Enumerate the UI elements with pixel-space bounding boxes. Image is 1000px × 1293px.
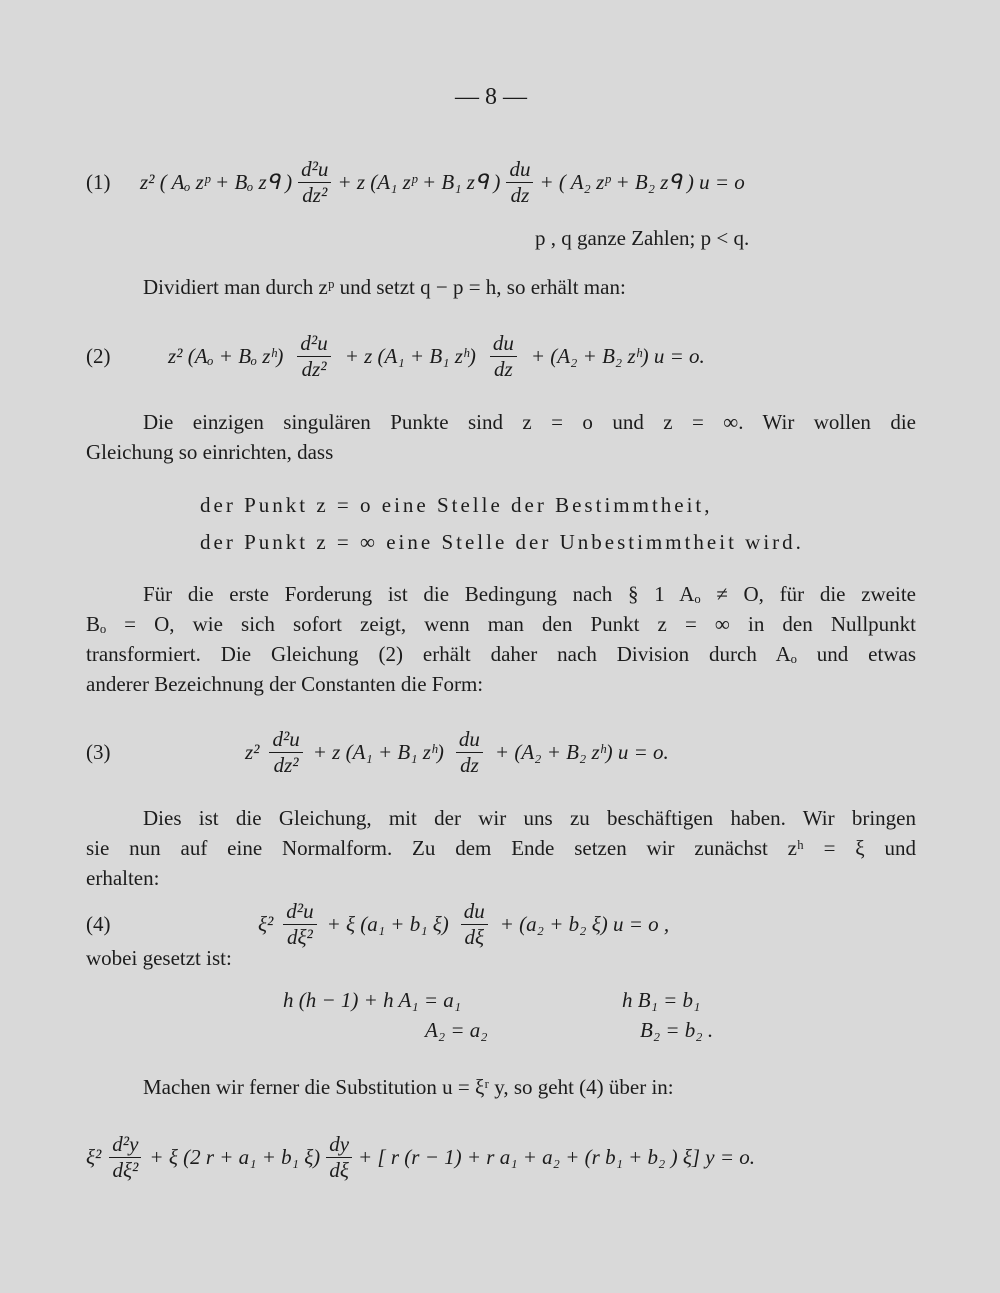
paragraph-singular-line2: Gleichung so einrichten, dass [86, 440, 334, 464]
eq2-mid: + z (A₁ + B₁ zʰ) [344, 343, 476, 368]
eq2-frac2 [490, 332, 517, 379]
condition-line-2: der Punkt z = ∞ eine Stelle der Unbestimmtheit wird. [200, 530, 804, 554]
eq1-frac2-num: du [506, 158, 533, 182]
equation-2 [168, 324, 705, 388]
paragraph-requirement-line3: transformiert. Die Gleichung (2) erhält daher nach Division durch Aₒ und etwas [86, 642, 916, 666]
equation-1-condition: p , q ganze Zahlen; p < q. [535, 226, 750, 250]
paragraph-divide: Dividiert man durch zᵖ und setzt q − p = h, so erhält man: [143, 275, 626, 299]
eq3-frac1-num: d²u [269, 728, 302, 752]
eq4-frac1-den: dξ² [287, 924, 313, 949]
eq1-frac1-num: d²u [298, 158, 331, 182]
eq2-frac2-den: dz [494, 356, 513, 381]
paragraph-normalform-line2: sie nun auf eine Normalform. Zu dem Ende setzen wir zunächst zʰ = ξ und [86, 836, 916, 860]
def-row2-right: B₂ = b₂ . [640, 1018, 714, 1042]
eq5-lhs: ξ² [86, 1144, 102, 1169]
eq1-frac2-den: dz [510, 182, 530, 207]
def-row1-left: h (h − 1) + h A₁ = a₁ [283, 988, 462, 1012]
eq2-frac1 [297, 332, 330, 379]
equation-5 [86, 1125, 755, 1189]
eq3-frac2-den: dz [460, 752, 479, 777]
eq4-frac1-num: d²u [283, 900, 316, 924]
eq5-frac2 [326, 1133, 352, 1180]
paragraph-requirement-line4: anderer Bezeichnung der Constanten die Form: [86, 672, 484, 696]
eq4-lhs: ξ² [258, 911, 274, 936]
equation-3-number: (3) [86, 740, 111, 764]
eq5-mid: + ξ (2 r + a₁ + b₁ ξ) [149, 1144, 321, 1169]
eq3-frac1 [269, 728, 302, 775]
def-row2-left: A₂ = a₂ [425, 1018, 488, 1042]
paragraph-substitution: Machen wir ferner die Substitution u = ξʳ y, so geht (4) über in: [143, 1075, 674, 1099]
eq1-frac1-den: dz² [302, 182, 328, 207]
eq2-lhs: z² (Aₒ + Bₒ zʰ) [168, 343, 284, 368]
eq5-frac2-den: dξ [329, 1157, 349, 1182]
eq5-frac2-num: dy [326, 1133, 352, 1157]
eq2-rhs: + (A₂ + B₂ zʰ) u = o. [530, 343, 705, 368]
eq3-frac2-num: du [456, 728, 483, 752]
eq3-frac1-den: dz² [273, 752, 299, 777]
eq4-mid: + ξ (a₁ + b₁ ξ) [326, 911, 449, 936]
eq1-lhs: z² ( Aₒ zᵖ + Bₒ zᑫ ) [140, 169, 293, 194]
eq3-lhs: z² [245, 739, 260, 764]
paragraph-normalform-line3: erhalten: [86, 866, 160, 890]
eq3-frac2 [456, 728, 483, 775]
eq2-frac1-num: d²u [297, 332, 330, 356]
paragraph-requirement-line2: Bₒ = O, wie sich sofort zeigt, wenn man den Punkt z = ∞ in den Nullpunkt [86, 612, 916, 636]
equation-1-number: (1) [86, 170, 111, 194]
eq4-rhs: + (a₂ + b₂ ξ) u = o , [499, 911, 670, 936]
equation-4-number: (4) [86, 912, 111, 936]
eq5-frac1-den: dξ² [112, 1157, 139, 1182]
def-row1-right: h B₁ = b₁ [622, 988, 701, 1012]
equation-4 [258, 892, 669, 956]
eq5-frac1 [109, 1133, 141, 1180]
eq5-frac1-num: d²y [109, 1133, 141, 1157]
eq4-frac1 [283, 900, 316, 947]
condition-line-1: der Punkt z = o eine Stelle der Bestimmtheit, [200, 493, 713, 517]
eq1-frac1 [298, 158, 331, 205]
eq1-rhs: + ( A₂ zᵖ + B₂ zᑫ ) u = o [539, 169, 745, 194]
eq3-mid: + z (A₁ + B₁ zʰ) [312, 739, 444, 764]
eq4-frac2 [461, 900, 488, 947]
eq2-frac1-den: dz² [301, 356, 327, 381]
eq3-rhs: + (A₂ + B₂ zʰ) u = o. [494, 739, 669, 764]
page-number: — 8 — [455, 84, 527, 110]
eq2-frac2-num: du [490, 332, 517, 356]
wobei-label: wobei gesetzt ist: [86, 946, 232, 970]
equation-2-number: (2) [86, 344, 111, 368]
paragraph-requirement-line1: Für die erste Forderung ist die Bedingung nach § 1 Aₒ ≠ O, für die zweite [143, 582, 916, 606]
equation-3 [245, 720, 669, 784]
eq4-frac2-num: du [461, 900, 488, 924]
paragraph-singular-line1: Die einzigen singulären Punkte sind z = o und z = ∞. Wir wollen die [143, 410, 916, 434]
equation-1 [140, 150, 745, 214]
eq1-mid: + z (A₁ zᵖ + B₁ zᑫ ) [337, 169, 501, 194]
eq4-frac2-den: dξ [464, 924, 485, 949]
eq1-frac2 [506, 158, 533, 205]
eq5-rhs: + [ r (r − 1) + r a₁ + a₂ + (r b₁ + b₂ ) ξ] y = o. [358, 1144, 755, 1169]
paragraph-normalform-line1: Dies ist die Gleichung, mit der wir uns zu beschäftigen haben. Wir bringen [143, 806, 916, 830]
